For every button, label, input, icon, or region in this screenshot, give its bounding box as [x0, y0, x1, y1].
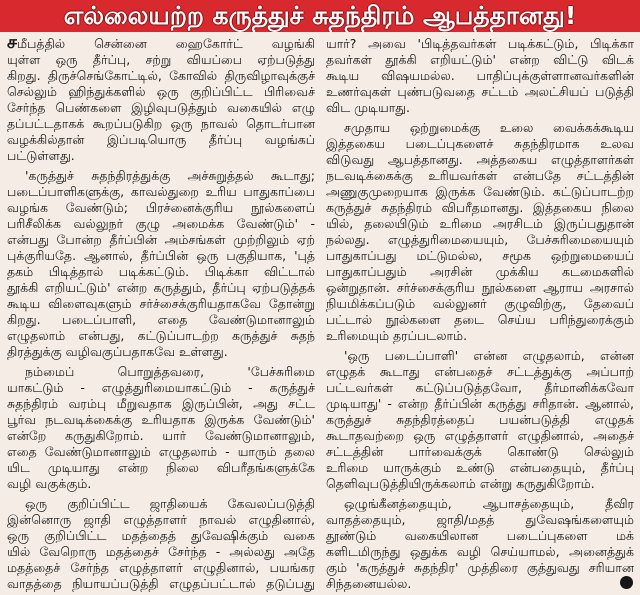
- text-line: கிறது. படைப்பாளி, எதை வேண்டுமானாலும்: [7, 312, 315, 327]
- text-line: நடவடிக்கைக்கு உரியவர்கள் என்பதே சட்டத்தின்: [326, 168, 634, 183]
- text-line: உரிமை யாருக்கும் உண்டு என்பதையும், தீர்ப்பு: [326, 460, 634, 475]
- drop-cap: ச: [7, 32, 18, 53]
- text-line: பாதுகாப்பதும் அரசின் முக்கிய கடமைகளில்: [326, 264, 634, 279]
- article-paragraph: [7, 32, 315, 164]
- text-line: மதத்தைச் சேர்ந்த எழுத்தாளர் எழுதினால், பயங்கர: [7, 560, 315, 575]
- text-line: முடியாது' - என்ற தீர்ப்பின் கருத்து சரிதான். ஆனால்,: [326, 396, 634, 411]
- text-line: யில், தலையிடும் உரிமை அரசிடம் இருப்பதுதான்: [326, 216, 634, 231]
- text-line: நம்மைப் பொறுத்தவரை, 'பேச்சுரிமை: [25, 364, 315, 379]
- article-paragraph: [7, 364, 315, 492]
- text-line: இன்னொரு ஜாதி எழுத்தாளர் நாவல் எழுதினால்,: [7, 512, 315, 527]
- text-line: வழக்கில்தான் இப்படியொரு தீர்ப்பு வழங்கப்: [7, 132, 315, 147]
- text-line: [7, 32, 315, 53]
- text-line: அணுகுமுறையாக இருக்க வேண்டும். கட்டுப்பாடற்ற: [326, 184, 634, 199]
- text-line: சமுதாய ஒற்றுமைக்கு உலை வைக்கக்கூடிய: [344, 120, 634, 135]
- text-line: உணர்வுகள் புண்படுவதை சட்டம் அலட்சியப் படுத்தி: [326, 84, 634, 99]
- text-line: பூர்வ நடவடிக்கைக்கு உரியதாக இருக்க வேண்டும்': [7, 412, 315, 427]
- text-line: தவர்கள் தூக்கி எறியட்டும்' என்ற விட்டு விடக்: [326, 52, 634, 67]
- left-column: [7, 32, 315, 592]
- text-line: சிந்தனையல்ல.: [326, 576, 412, 591]
- text-line: படைப்பாளிகளுக்கு, காவல்துறை உரிய பாதுகாப்பை: [7, 184, 315, 199]
- text-line: வாதத்தை நியாயப்படுத்தி எழுதப்பட்டால் தடுப்பது: [7, 576, 315, 591]
- text-line: யுள்ள ஒரு தீர்ப்பு, சற்று வியப்பை ஏற்படுத்து: [7, 52, 315, 67]
- text-line: சட்டத்தின் பார்வைக்குக் கொண்டு செல்லும்: [326, 444, 634, 459]
- text-line: யார்? அவை 'பிடித்தவர்கள் படிக்கட்டும், பிடிக்கா: [326, 36, 634, 51]
- text-line: யில் வேறொரு மதத்தைச் சேர்ந்த - அல்லது அதே: [7, 544, 315, 559]
- text-line: வழி வகுக்கும்.: [7, 476, 92, 491]
- text-line: வாதத்தையும், ஜாதி/மதத் துவேஷங்களையும்: [326, 512, 634, 527]
- text-line: கூடிய விளைவுகளும் சர்ச்சைக்குரியதாகவே தோன்று: [7, 296, 315, 311]
- text-line: பரிசீலிக்க வல்லுநர் குழு அமைக்க வேண்டும்' -: [7, 216, 315, 231]
- text-line: எழுதலாம் என்பது, கட்டுப்பாடற்ற கருத்துச் சுதந்: [7, 328, 315, 343]
- text-line: யாகட்டும் - எழுத்துரிமையாகட்டும் - கருத்துச்: [7, 380, 315, 395]
- text-line: ஒன்றுதான். சர்ச்சைக்குரிய நூல்களை ஆராய அரசால்: [326, 280, 634, 295]
- text-line-rest: மீபத்தில் சென்னை ஹைகோர்ட் வழங்கி: [17, 36, 315, 51]
- title-banner: [0, 0, 640, 32]
- text-line: விடுவது ஆபத்தானது. அத்தகைய எழுத்தாளர்கள்: [326, 152, 634, 167]
- text-line: கருத்துச் சுதந்திரத்தைப் பயன்படுத்தி எழுதக்: [326, 412, 634, 427]
- article-paragraph: [7, 496, 315, 592]
- text-line: கூடிய விஷயமல்ல. பாதிப்புக்குள்ளானவர்களின்: [326, 68, 634, 83]
- text-line: கருத்துச் சுதந்திரம் விபரீதமானது. இத்தகைய நிலை: [326, 200, 634, 215]
- article-title: எல்லையற்ற கருத்துச் சுதந்திரம் ஆபத்தானது!: [63, 1, 577, 30]
- text-line: ஒரு குறிப்பிட்ட மதத்தைத் துவேஷிக்கும் வகை: [7, 528, 315, 543]
- text-line: எழுதக் கூடாது என்பதைச் சட்டத்துக்கு அப்பாற்: [326, 364, 634, 379]
- text-line: பட்டுள்ளது.: [7, 148, 75, 163]
- text-line: 'கருத்துச் சுதந்திரத்துக்கு அச்சுறுத்தல் கூடாது;: [25, 168, 315, 183]
- text-line: 'ஒரு படைப்பாளி' என்ன எழுதலாம், என்ன: [344, 348, 634, 363]
- text-line: என்றே கருதுகிறோம். யார் வேண்டுமானாலும்,: [7, 428, 315, 443]
- text-line: யிட முடியாது என்ற நிலை விபரீதங்களுக்கே: [7, 460, 315, 475]
- text-line: எதை வேண்டுமானாலும் எழுதலாம் - யாரும் தலை: [7, 444, 315, 459]
- article-paragraph: [7, 168, 315, 360]
- text-line: சுதந்திரம் வரம்பு மீறுவதாக இருப்பின், அது சட்ட: [7, 396, 315, 411]
- text-line: நியமிக்கப்படும் வல்லுனர் குழுவிற்கு, தேவைப்: [326, 296, 634, 311]
- text-line: தப்பட்டதாகக் கூறப்படுகிற ஒரு நாவல் தொடர்பான: [7, 116, 315, 131]
- text-line: விட முடியாது.: [326, 100, 411, 115]
- article-paragraph: [326, 348, 634, 492]
- text-line: கிறது. திருச்செங்கோட்டில், கோவில் திருவிழாவுக்குச்: [7, 68, 315, 83]
- text-line: சேர்ந்த பெண்களை இழிவுபடுத்தும் வகையில் எழு: [7, 100, 315, 115]
- right-column: [326, 36, 634, 592]
- text-line: ஒழுங்கீனத்தையும், ஆபாசத்தையும், தீவிர: [344, 496, 634, 511]
- text-line: புக்குரியதே. ஆனால், தீர்ப்பின் ஒரு பகுதியாக, 'புத்: [7, 248, 315, 263]
- text-line: தூக்கி எறியட்டும்' என்ற கருத்தும், தீர்ப்பு ஏற்படுத்தக்: [7, 280, 315, 295]
- text-line: ஒரு குறிப்பிட்ட ஜாதியைக் கேவலப்படுத்தி: [25, 496, 315, 511]
- text-line: கூடாதவற்றை ஒரு எழுத்தாளர் எழுதினால், அதைச்: [326, 428, 634, 443]
- end-of-article-dot-icon: [620, 576, 633, 589]
- article-paragraph: [326, 36, 634, 116]
- text-line: தூண்டும் வகையிலான படைப்புகளை மக்: [326, 528, 634, 543]
- text-line: கும் 'கருத்துச் சுதந்திர' முத்திரை குத்துவது சரியான: [326, 560, 634, 575]
- text-line: களிடமிருந்து ஒதுக்க வழி செய்யாமல், அனைத்துக்: [326, 544, 634, 559]
- article-paragraph: [326, 120, 634, 344]
- text-line: உரிமையும் தரப்படலாம்.: [326, 328, 468, 343]
- text-line: செல்லும் ஹிந்துக்களில் ஒரு குறிப்பிட்ட பிரிவைச்: [7, 84, 315, 99]
- text-line: நல்லது. எழுத்துரிமையையும், பேச்சுரிமையையும்: [326, 232, 634, 247]
- text-line: திரத்துக்கு வழிவகுப்பதாகவே உள்ளது.: [7, 344, 228, 359]
- text-line: தகம் பிடித்தால் படிக்கட்டும். பிடிக்கா விட்டால்: [7, 264, 315, 279]
- text-line: தெளிவுபடுத்தியிருக்கலாம் என்று கருதுகிறோம்.: [326, 476, 595, 491]
- article-paragraph: [326, 496, 634, 592]
- text-line: வழங்க வேண்டும்; பிரச்னைக்குரிய நூல்களைப்: [7, 200, 315, 215]
- text-line: பட்டவர்கள் கட்டுப்படுத்தவோ, தீர்மானிக்கவோ: [326, 380, 634, 395]
- text-line: என்பது போன்ற தீர்ப்பின் அம்சங்கள் முற்றிலும் ஏற்: [7, 232, 315, 247]
- text-line: இத்தகைய படைப்புகளைச் சுதந்திரமாக உலவ: [326, 136, 634, 151]
- text-line: பாதுகாப்பது மட்டுமல்ல, சமூக ஒற்றுமையைப்: [326, 248, 634, 263]
- text-line: பட்டால் நூல்களை தடை செய்ய பரிந்துரைக்கும்: [326, 312, 634, 327]
